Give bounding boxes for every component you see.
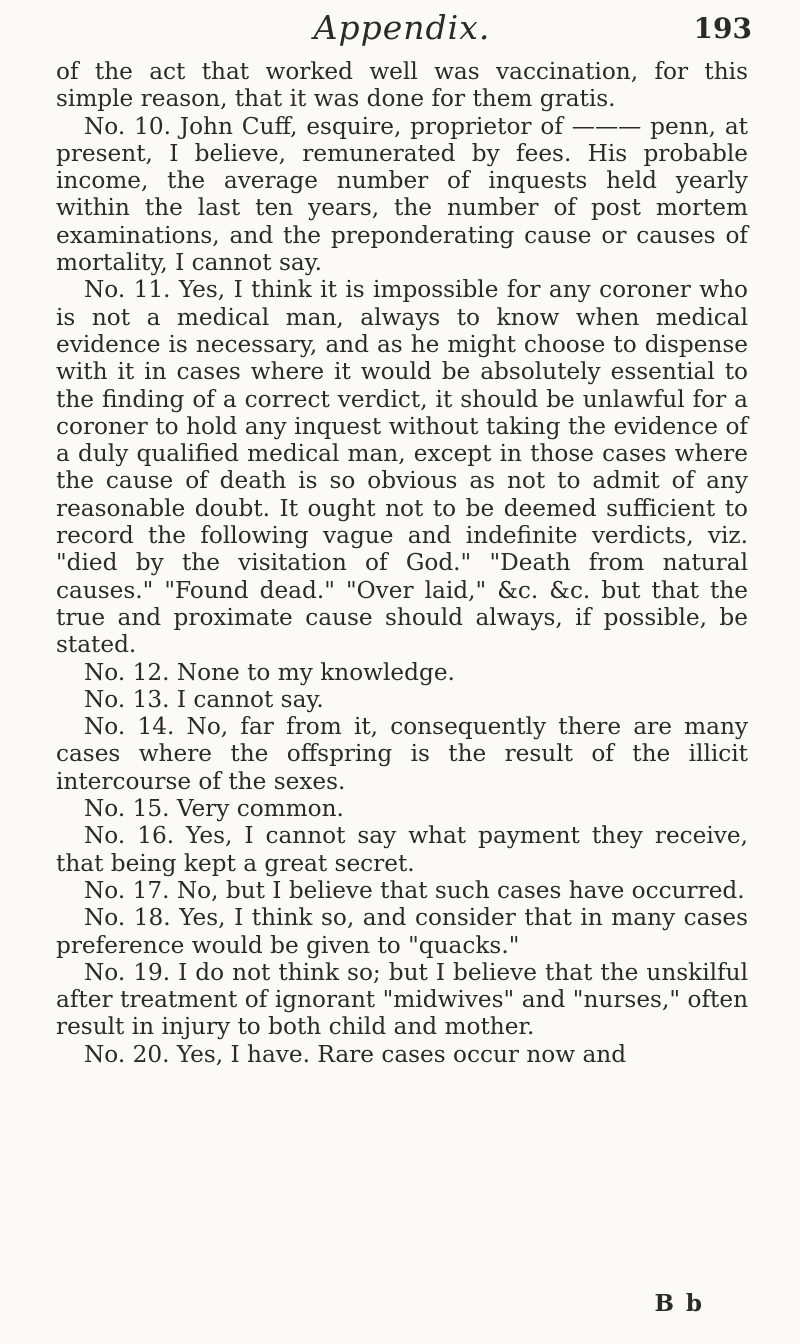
paragraph-answer-18: No. 18. Yes, I think so, and consider that in many cases preference would be given to "quacks." [56, 904, 748, 959]
paragraph-continuation: of the act that worked well was vaccination, for this simple reason, that it was done for them gratis. [56, 58, 748, 113]
paragraph-answer-12: No. 12. None to my knowledge. [84, 658, 455, 686]
paragraph-answer-16: No. 16. Yes, I cannot say what payment they receive, that being kept a great secret. [56, 822, 748, 877]
page-number: 193 [693, 12, 752, 45]
paragraph-answer-10: No. 10. John Cuff, esquire, proprietor of ——— penn, at present, I believe, remunerated by fees. His probable income, the average number of inquests held yearly within the last ten years, the number of post mortem examinations, and the preponderating cause or causes of mortality, I cannot say. [56, 112, 748, 277]
paragraph-answer-20: No. 20. Yes, I have. Rare cases occur now and [84, 1040, 627, 1068]
running-head [52, 8, 752, 52]
paragraph-answer-17: No. 17. No, but I believe that such cases have occurred. [84, 876, 745, 904]
paragraph-answer-14: No. 14. No, far from it, consequently there are many cases where the offspring is the result of the illicit intercourse of the sexes. [56, 713, 748, 795]
paragraph-answer-19: No. 19. I do not think so; but I believe that the unskilful after treatment of ignorant "midwives" and "nurses," often result in injury to both child and mother. [56, 958, 748, 1041]
paragraph-answer-15: No. 15. Very common. [84, 795, 344, 823]
signature-mark: B b [654, 1290, 704, 1317]
paragraph-answer-11: No. 11. Yes, I think it is impossible for any coroner who is not a medical man, always to know when medical evidence is necessary, and as he might choose to dispense with it in cases where it would be absolutely essential to the finding of a correct verdict, it should be unlawful for a coroner to hold any inquest without taking the evidence of a duly qualified medical man, except in those cases where the cause of death is so obvious as not to admit of any reasonable doubt. It ought not to be deemed sufficient to record the following vague and indefinite verdicts, viz. "died by the visitation of God." "Death from natural causes." "Found dead." "Over laid," &c. &c. but that the true and proximate cause should always, if possible, be stated. [56, 276, 748, 659]
paragraph-answer-13: No. 13. I cannot say. [84, 685, 324, 713]
running-head-title: Appendix. [313, 8, 491, 47]
body-text [56, 58, 748, 1068]
